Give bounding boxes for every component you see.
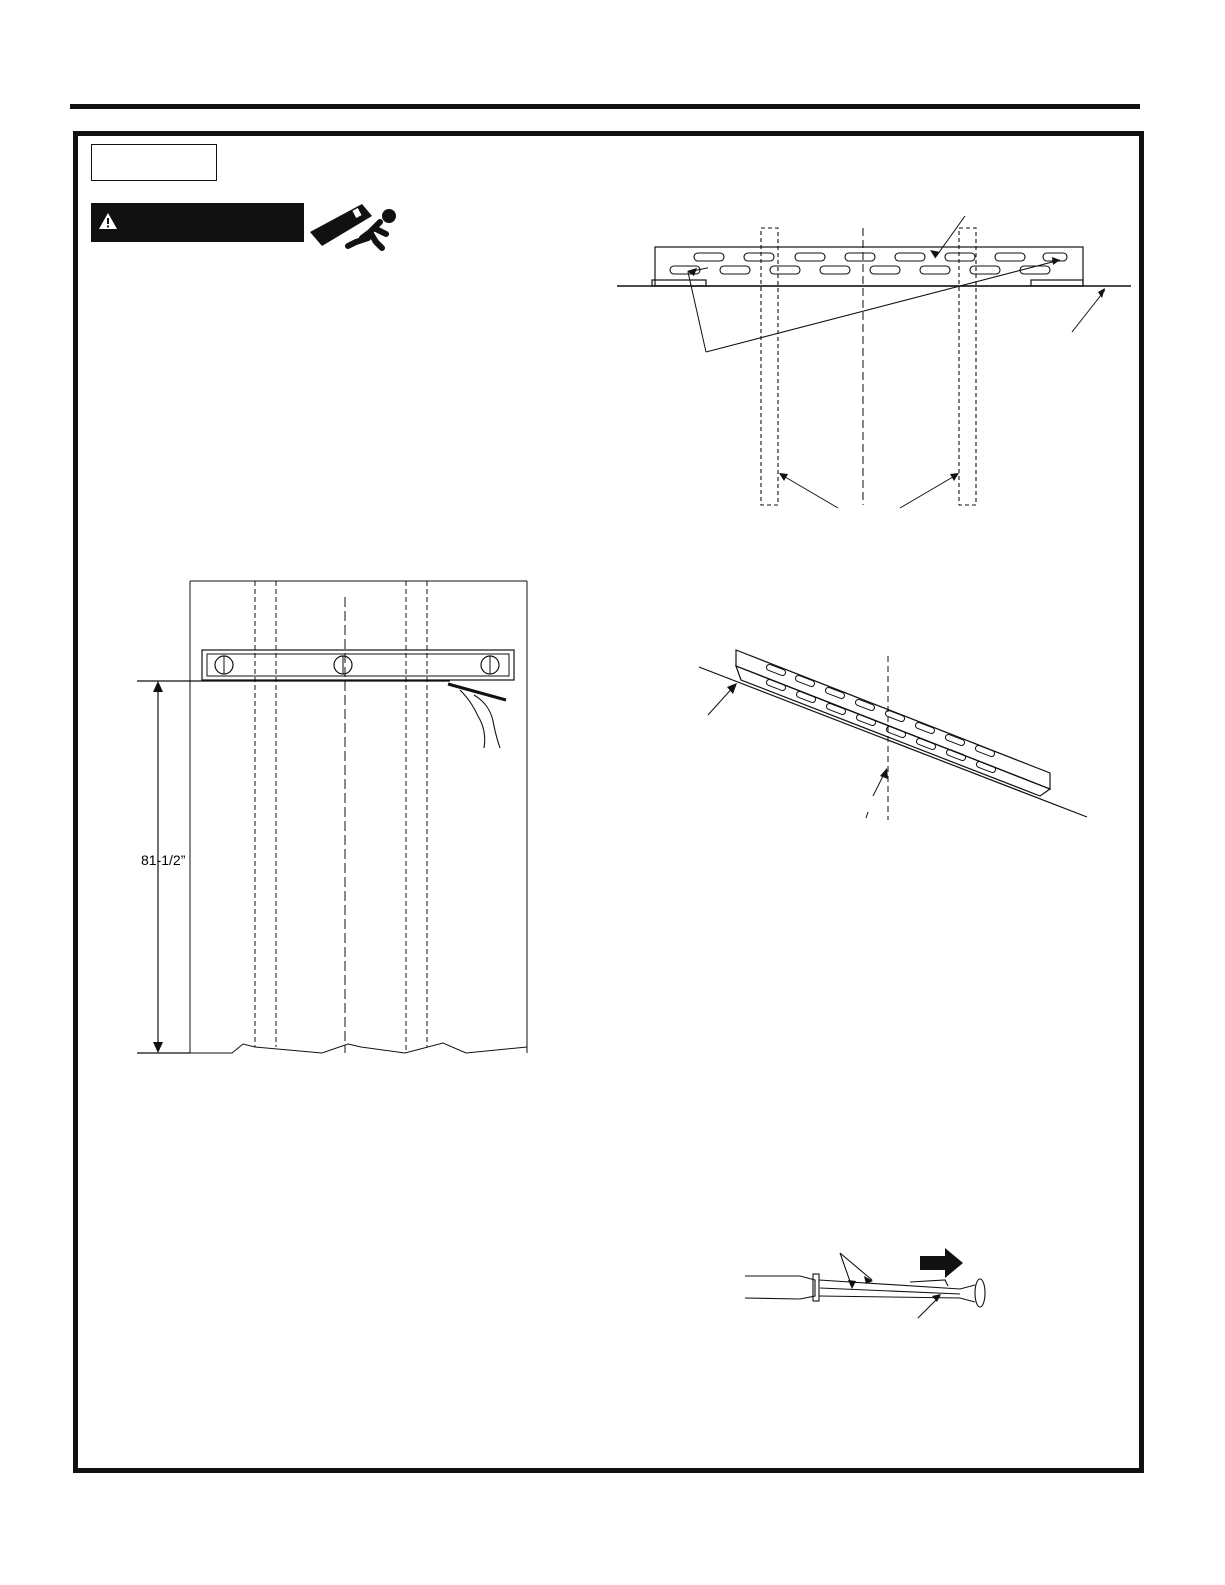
height-dimension-label: 81-1/2” (141, 852, 186, 868)
